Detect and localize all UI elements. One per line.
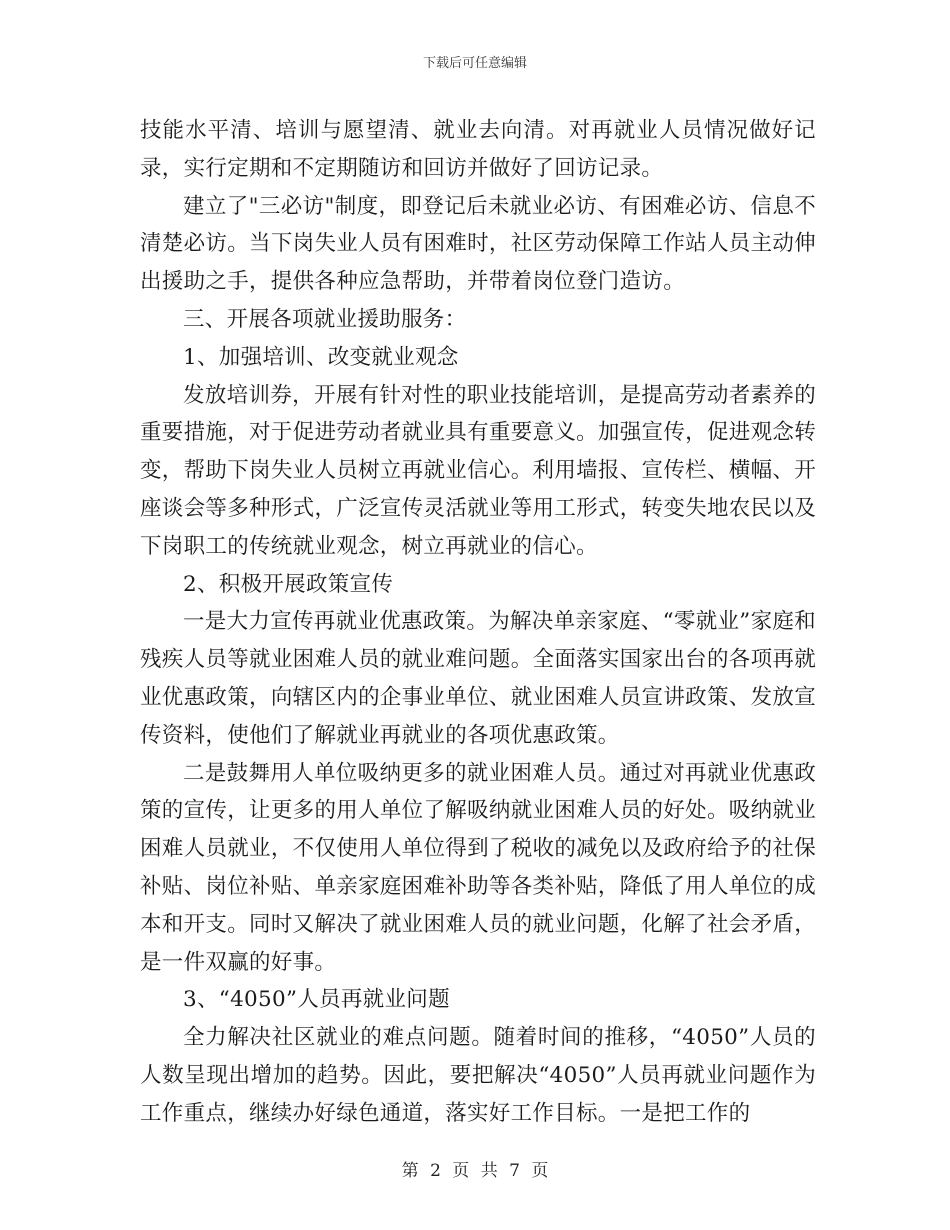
- subheading-1: 1、加强培训、改变就业观念: [183, 344, 459, 370]
- subheading-2: 2、积极开展政策宣传: [183, 571, 394, 597]
- page-footer: 第 2 页 共 7 页: [401, 1161, 549, 1181]
- paragraph-continued: 技能水平清、培训与愿望清、就业去向清。对再就业人员情况做好记录，实行定期和不定期随访和回访并做好了回访记录。: [140, 118, 816, 181]
- paragraph-three-visits: 建立了"三必访"制度，即登记后未就业必访、有困难必访、信息不清楚必访。当下岗失业人员有困难时，社区劳动保障工作站人员主动伸出援助之手，提供各种应急帮助，并带着岗位登门造访。: [140, 193, 816, 295]
- paragraph-training: 发放培训券，开展有针对性的职业技能培训，是提高劳动者素养的重要措施，对于促进劳动者就业具有重要意义。加强宣传，促进观念转变，帮助下岗失业人员树立再就业信心。利用墙报、宣传栏、横幅、开座谈会等多种形式，广泛宣传灵活就业等用工形式，转变失地农民以及下岗职工的传统就业观念，树立再就业的信心。: [140, 382, 816, 559]
- paragraph-policy-1: 一是大力宣传再就业优惠政策。为解决单亲家庭、“零就业”家庭和残疾人员等就业困难人员的就业难问题。全面落实国家出台的各项再就业优惠政策，向辖区内的企事业单位、就业困难人员宣讲政策、发放宣传资料，使他们了解就业再就业的各项优惠政策。: [140, 609, 816, 748]
- page-header: 下载后可任意编辑: [422, 56, 527, 71]
- document-body: [140, 112, 816, 1133]
- paragraph-4050: 全力解决社区就业的难点问题。随着时间的推移，“4050”人员的人数呈现出增加的趋势。因此，要把解决“4050”人员再就业问题作为工作重点，继续办好绿色通道，落实好工作目标。一是把工作的: [140, 1025, 816, 1126]
- subheading-3: 3、“4050”人员再就业问题: [183, 987, 450, 1013]
- paragraph-policy-2: 二是鼓舞用人单位吸纳更多的就业困难人员。通过对再就业优惠政策的宣传，让更多的用人单位了解吸纳就业困难人员的好处。吸纳就业困难人员就业，不仅使用人单位得到了税收的减免以及政府给予的社保补贴、岗位补贴、单亲家庭困难补助等各类补贴，降低了用人单位的成本和开支。同时又解决了就业困难人员的就业问题，化解了社会矛盾，是一件双赢的好事。: [140, 760, 816, 975]
- section-heading-3: 三、开展各项就业援助服务：: [183, 306, 467, 332]
